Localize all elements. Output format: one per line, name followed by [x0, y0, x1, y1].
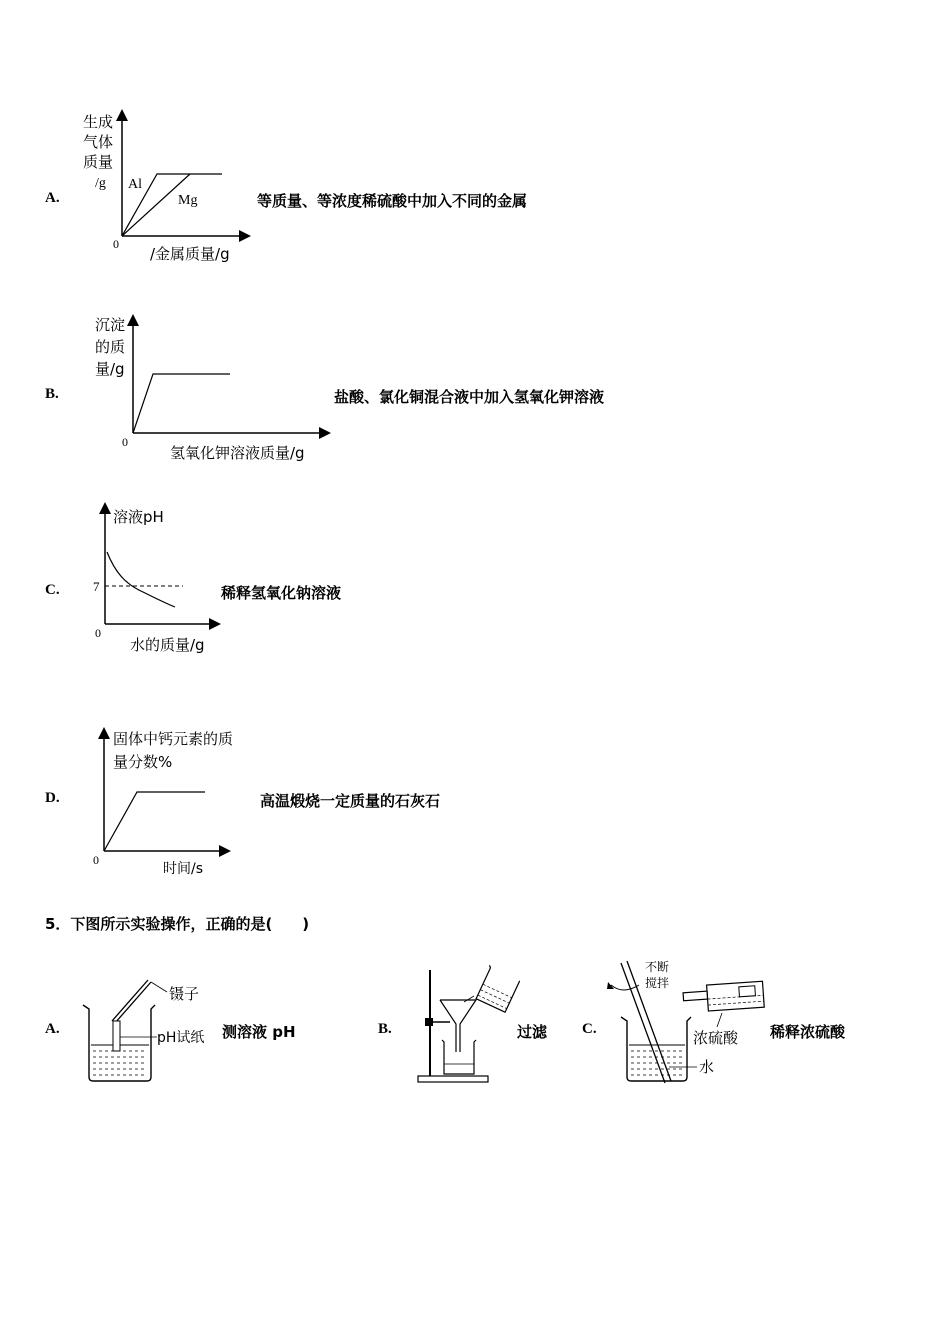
graph-a-origin: 0 [113, 237, 119, 251]
q5-a-illustration [75, 965, 225, 1090]
q5-c-label-continuous: 不断 [645, 960, 670, 974]
graph-a [75, 105, 260, 267]
graph-c-curve [107, 552, 175, 607]
graph-c-origin: 0 [95, 626, 101, 640]
option-d-caption: 高温煅烧一定质量的石灰石 [260, 792, 441, 810]
option-c-caption: 稀释氢氧化钠溶液 [221, 584, 342, 602]
option-b-letter: B. [45, 386, 59, 402]
graph-d-xlabel: 时间/s [163, 861, 204, 877]
q5-a-tweezers [112, 980, 148, 1021]
q5-option-a-caption: 测溶液 pH [222, 1023, 296, 1041]
q5-b-beaker [442, 1040, 476, 1074]
question-5-stem: 5．下图所示实验操作，正确的是( ) [45, 915, 310, 933]
q5-a-ph-paper [113, 1021, 120, 1051]
graph-b-ylabel-3: 量/g [95, 360, 125, 378]
graph-a-series-al: Al [128, 177, 142, 192]
graph-b [85, 310, 335, 468]
graph-d-ylabel-2: 量分数% [113, 753, 173, 771]
q5-a-liquid [93, 1051, 147, 1075]
q5-option-b-letter: B. [378, 1021, 392, 1037]
graph-b-ylabel-2: 的质 [95, 338, 126, 356]
graph-a-xlabel: /金属质量/g [150, 245, 230, 263]
graph-b-origin: 0 [122, 435, 128, 449]
q5-option-c-caption: 稀释浓硫酸 [770, 1023, 846, 1041]
option-b-caption: 盐酸、氯化铜混合液中加入氢氧化钾溶液 [334, 388, 605, 406]
q5-b-illustration [410, 962, 520, 1087]
graph-d-curve [104, 792, 205, 851]
option-a-caption: 等质量、等浓度稀硫酸中加入不同的金属 [257, 192, 528, 210]
q5-b-stand-base [418, 1076, 488, 1082]
graph-c [85, 500, 225, 660]
q5-c-label-conc-acid: 浓硫酸 [693, 1029, 739, 1047]
graph-b-ylabel-1: 沉淀 [95, 316, 126, 334]
q5-a-label-tweezers: 镊子 [169, 985, 200, 1003]
option-c-letter: C. [45, 582, 60, 598]
q5-option-b-caption: 过滤 [517, 1023, 548, 1041]
graph-d-origin: 0 [93, 853, 99, 867]
q5-a-label-ph-paper: pH试纸 [157, 1030, 205, 1046]
option-d-letter: D. [45, 790, 60, 806]
q5-c-illustration [607, 955, 772, 1087]
q5-c-label-water: 水 [699, 1058, 715, 1076]
q5-option-a-letter: A. [45, 1021, 60, 1037]
graph-a-ylabel-4: /g [95, 176, 106, 191]
graph-a-ylabel-2: 气体 [83, 133, 114, 151]
q5-b-pouring-beaker [474, 965, 520, 1013]
q5-c-acid-bottle [683, 981, 765, 1013]
option-a-letter: A. [45, 190, 60, 206]
graph-d [85, 723, 265, 880]
q5-option-c-letter: C. [582, 1021, 597, 1037]
graph-c-ylabel: 溶液pH [113, 508, 164, 526]
q5-c-stir-arrow [611, 985, 639, 990]
graph-b-curve [133, 374, 230, 433]
graph-b-xlabel: 氢氧化钾溶液质量/g [170, 444, 305, 462]
graph-a-series-mg: Mg [178, 193, 198, 208]
graph-c-tick-7: 7 [93, 579, 100, 594]
q5-c-beaker [621, 1017, 691, 1081]
graph-c-xlabel: 水的质量/g [130, 636, 205, 654]
graph-a-ylabel-1: 生成 [83, 113, 114, 131]
graph-a-ylabel-3: 质量 [83, 153, 114, 171]
graph-d-ylabel-1: 固体中钙元素的质 [113, 730, 234, 748]
q5-c-label-stir: 搅拌 [645, 976, 670, 990]
